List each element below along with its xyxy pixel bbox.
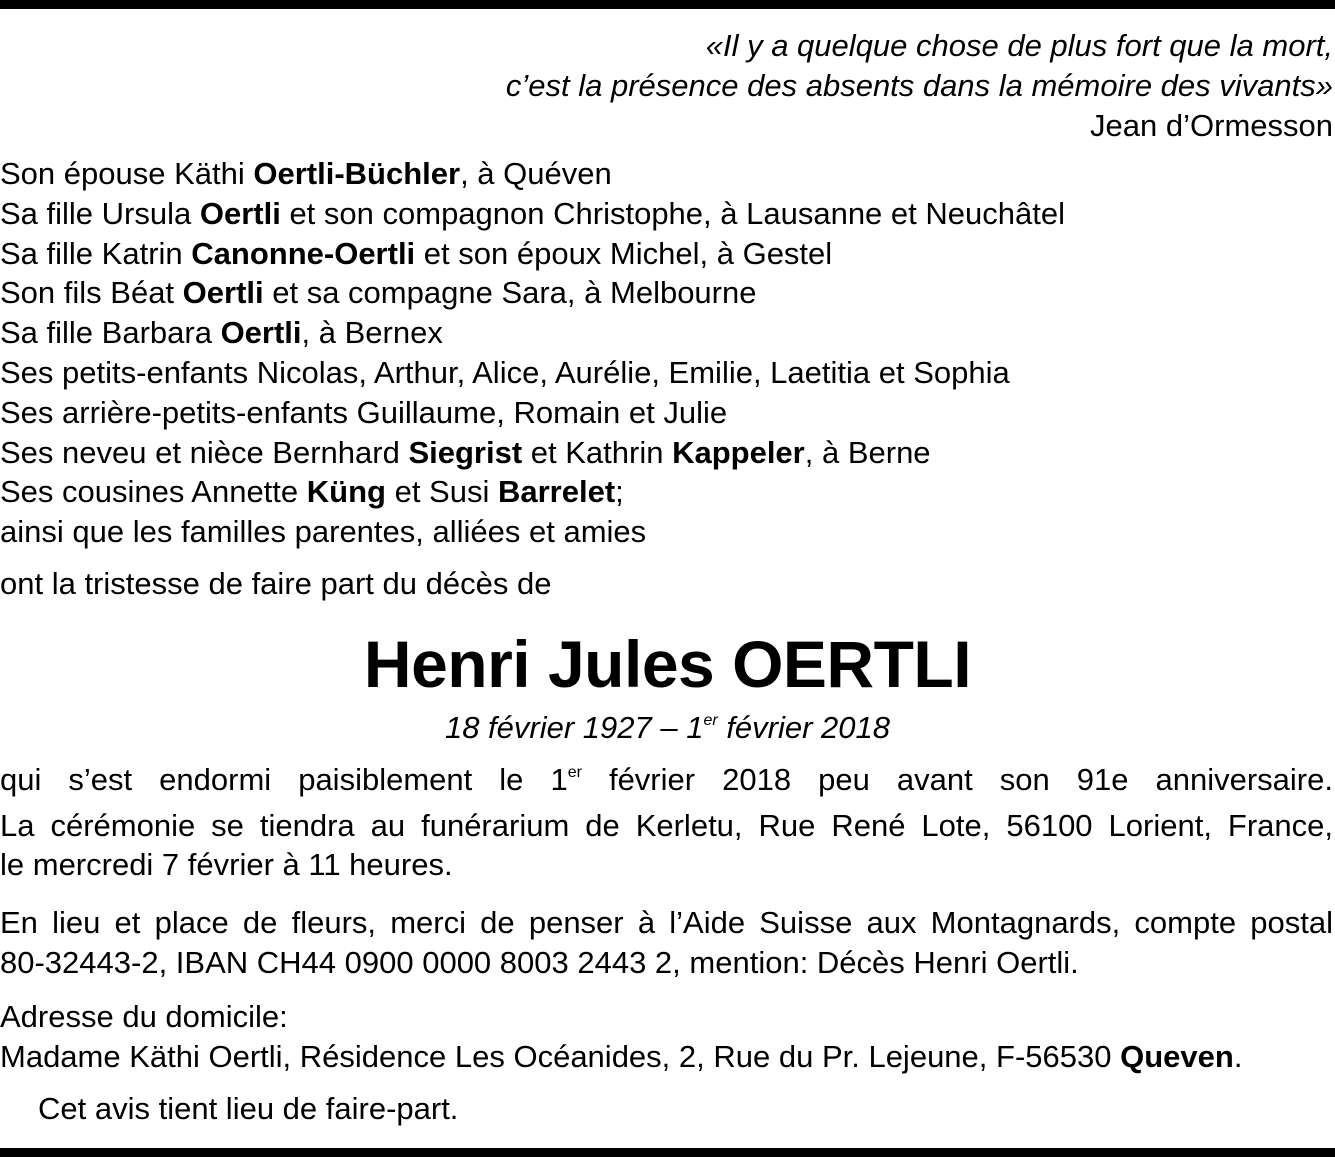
closing-note: Cet avis tient lieu de faire-part. [38, 1091, 459, 1126]
family-line: Ses cousines Annette Küng et Susi Barrelet; [0, 474, 624, 510]
deceased-name: Henri Jules OERTLI [363, 627, 972, 701]
family-line: Son fils Béat Oertli et sa compagne Sara, à Melbourne [0, 275, 757, 311]
quote-line-2: c’est la présence des absents dans la mémoire des vivants» [505, 68, 1333, 103]
family-line: Sa fille Katrin Canonne-Oertli et son époux Michel, à Gestel [0, 235, 833, 271]
family-line: Ses petits-enfants Nicolas, Arthur, Alice, Aurélie, Emilie, Laetitia et Sophia [0, 354, 1010, 390]
epigraph-quote [506, 26, 1333, 146]
announcement-intro: ont la tristesse de faire part du décès de [0, 566, 552, 601]
home-address: Adresse du domicile: Madame Käthi Oertli, Résidence Les Océanides, 2, Rue du Pr. Lejeune, F-56530 Queven. [0, 997, 1333, 1076]
quote-author: Jean d’Ormesson [1090, 108, 1333, 143]
family-line: Ses neveu et nièce Bernhard Siegrist et Kathrin Kappeler, à Berne [0, 434, 931, 470]
top-rule [0, 0, 1335, 9]
donation-paragraph: En lieu et place de fleurs, merci de penser à l’Aide Suisse aux Montagnards, compte postal 80-32443-2, IBAN CH44 0900 0000 8003 2443 2, mention: Décès Henri Oertli. [0, 905, 1333, 980]
family-list [0, 154, 1065, 552]
ceremony-paragraph: qui s’est endormi paisiblement le 1er février 2018 peu avant son 91e anniversaire. La cérémonie se tiendra au funérarium de Kerletu, Rue René Lote, 56100 Lorient, France, le mercredi 7 février à 11 heures. [0, 762, 1333, 882]
family-line: Sa fille Ursula Oertli et son compagnon Christophe, à Lausanne et Neuchâtel [0, 195, 1065, 231]
family-line: Sa fille Barbara Oertli, à Bernex [0, 315, 443, 351]
address-label: Adresse du domicile: [0, 999, 288, 1034]
bottom-rule [0, 1148, 1335, 1157]
family-line: ainsi que les familles parentes, alliées et amies [0, 514, 647, 550]
quote-line-1: «Il y a quelque chose de plus fort que la mort, [705, 28, 1333, 63]
family-line: Son épouse Käthi Oertli-Büchler, à Quéven [0, 156, 612, 191]
family-line: Ses arrière-petits-enfants Guillaume, Romain et Julie [0, 394, 728, 430]
life-dates: 18 février 1927 – 1er février 2018 [444, 710, 891, 745]
